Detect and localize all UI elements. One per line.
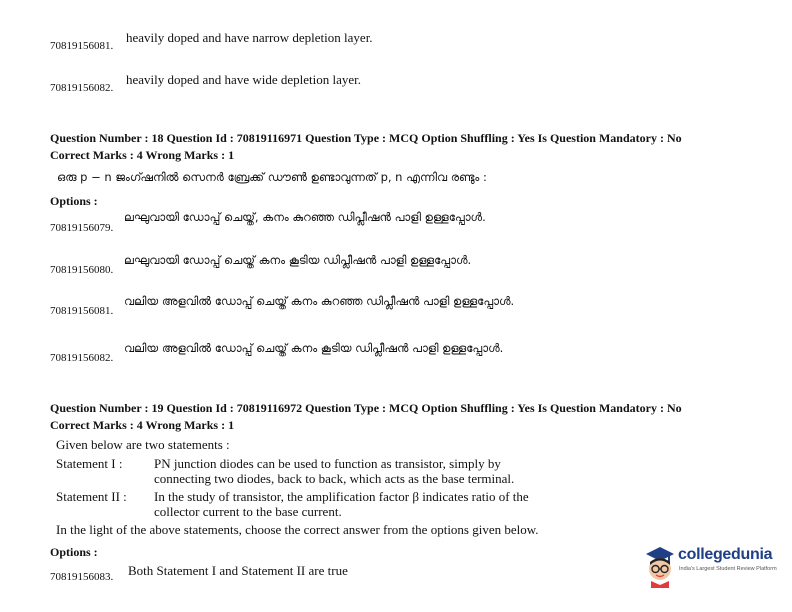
- option-text: Both Statement I and Statement II are true: [128, 563, 348, 578]
- option-id: 70819156079.: [50, 222, 114, 234]
- option-id: 70819156081.: [50, 305, 114, 317]
- option-id: 70819156081.: [50, 40, 114, 52]
- statement-1-line-2: connecting two diodes, back to back, which acts as the base terminal.: [154, 471, 515, 486]
- question-marks: Correct Marks : 4 Wrong Marks : 1: [50, 148, 235, 162]
- option-id: 70819156082.: [50, 352, 114, 364]
- option-text: heavily doped and have wide depletion layer.: [126, 72, 362, 87]
- question-marks: Correct Marks : 4 Wrong Marks : 1: [50, 418, 235, 432]
- statement-1-line-1: PN junction diodes can be used to function as transistor, simply by: [154, 456, 501, 471]
- option-text: ലഘുവായി ഡോപ്പ് ചെയ്ത് കനം കൂടിയ ഡിപ്ലീഷൻ പാളി ഉള്ളപ്പോൾ.: [124, 253, 472, 267]
- logo-wordmark: collegedunia: [678, 546, 773, 563]
- statements-intro: Given below are two statements :: [56, 437, 230, 452]
- statement-2-line-2: collector current to the base current.: [154, 504, 342, 519]
- statement-2-label: Statement II :: [56, 489, 127, 504]
- options-label: Options :: [50, 545, 98, 559]
- statement-1-label: Statement I :: [56, 456, 123, 471]
- option-text: ലഘുവായി ഡോപ്പ് ചെയ്ത്, കനം കുറഞ്ഞ ഡിപ്ലീഷൻ പാളി ഉള്ളപ്പോൾ.: [124, 210, 486, 224]
- mascot-icon: [642, 544, 678, 588]
- logo-tagline: India's Largest Student Review Platform: [679, 566, 777, 572]
- question-header: Question Number : 18 Question Id : 70819116971 Question Type : MCQ Option Shuffling : Yes Is Question Mandatory : No: [50, 131, 682, 145]
- option-text: വലിയ അളവിൽ ഡോപ്പ് ചെയ്ത് കനം കൂടിയ ഡിപ്ലീഷൻ പാളി ഉള്ളപ്പോൾ.: [124, 341, 504, 355]
- statement-2-line-1: In the study of transistor, the amplification factor β indicates ratio of the: [154, 489, 529, 504]
- option-id: 70819156080.: [50, 264, 114, 276]
- instruction-text: In the light of the above statements, choose the correct answer from the options given below.: [56, 522, 539, 537]
- option-id: 70819156083.: [50, 571, 114, 583]
- option-text: heavily doped and have narrow depletion layer.: [126, 30, 373, 45]
- question-header: Question Number : 19 Question Id : 70819116972 Question Type : MCQ Option Shuffling : Yes Is Question Mandatory : No: [50, 401, 682, 415]
- option-text: വലിയ അളവിൽ ഡോപ്പ് ചെയ്ത് കനം കുറഞ്ഞ ഡിപ്ലീഷൻ പാളി ഉള്ളപ്പോൾ.: [124, 294, 515, 308]
- collegedunia-logo: [642, 544, 792, 588]
- option-id: 70819156082.: [50, 82, 114, 94]
- question-text: ഒരു p − n ജംഗ്ഷനിൽ സെനർ ബ്രേക്ക് ഡൗൺ ഉണ്ടാവുന്നത് p, n എന്നിവ രണ്ടും :: [57, 170, 487, 184]
- options-label: Options :: [50, 194, 98, 208]
